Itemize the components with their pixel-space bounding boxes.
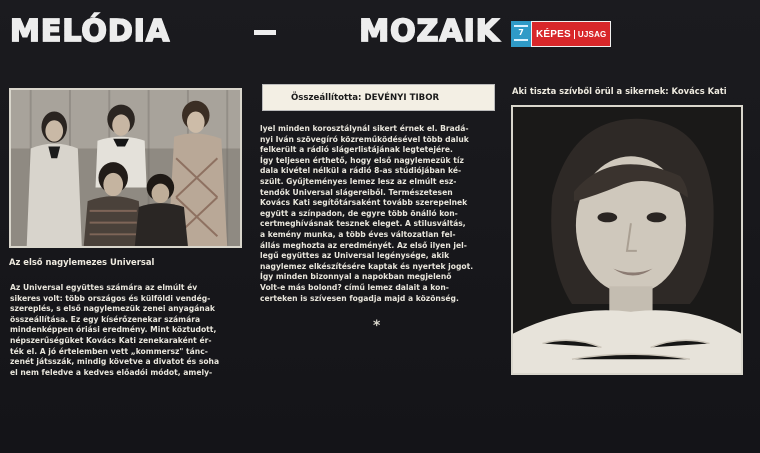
- masthead-dash: [254, 30, 276, 35]
- article-line: el nem feledve a kedves előadói módot, amely-: [10, 367, 213, 377]
- article-line: felkerült a rádió slágerlistájának legtetejére.: [260, 145, 453, 155]
- issue-rule-top: [514, 25, 528, 27]
- band-photo: [9, 88, 242, 248]
- article-line: dala kivétel nélkül a rádió 8-as stúdiójában ké-: [260, 166, 462, 176]
- article-column-left: [10, 283, 246, 378]
- issue-rule-bottom: [514, 39, 528, 41]
- magazine-logo: [531, 21, 611, 47]
- article-line: Így minden bizonnyal a napokban megjelenő: [260, 272, 452, 282]
- band-photo-illustration: [11, 90, 240, 246]
- article-line: lyel minden korosztálynál sikert érnek el. Bradá-: [260, 124, 469, 133]
- article-line: nagylemez elkészítésére kaptak és nyertek jogot.: [260, 261, 474, 271]
- article-line: Az Universal együttes számára az elmúlt év: [10, 283, 198, 292]
- article-line: mindenképpen óriási eredmény. Mint köztudott,: [10, 325, 217, 335]
- article-line: sikeres volt: több országos és külföldi vendég-: [10, 293, 211, 303]
- article-line: népszerűségüket Kovács Kati zenekaraként ér-: [10, 335, 212, 345]
- credit-box: Összeállította: DEVÉNYI TIBOR: [262, 84, 495, 111]
- kovacs-kati-photo: [511, 105, 743, 375]
- article-line: összeállítása. Ez egy kísérőzenekar számára: [10, 314, 201, 324]
- article-line: Volt-e más bolond? című lemez dalait a kon-: [260, 282, 449, 292]
- masthead-word-mozaik: MOZAIK: [359, 14, 500, 49]
- kati-photo-caption: Aki tiszta szívből örül a sikernek: Kovács Kati: [512, 86, 727, 96]
- article-line: legű együttes az Universal legénysége, akik: [260, 251, 450, 261]
- article-line: Kovács Kati segítőtársaként tovább szerepelnek: [260, 198, 468, 208]
- magazine-badge: [511, 21, 611, 47]
- magazine-logo-subtitle: UJSAG: [574, 30, 607, 39]
- article-line: tendők Universal slágereiből. Természetesen: [260, 187, 453, 197]
- article-line: Így teljesen érthető, hogy első nagylemezük tíz: [260, 155, 464, 165]
- issue-number: 7: [518, 28, 524, 37]
- article-line: ték el. A jó értelemben vett „kommersz" tánc-: [10, 346, 208, 356]
- article-line: szereplés, s első nagylemezük zenei anyagának: [10, 304, 215, 314]
- article-line: certeken is szívesen fogadja majd a közönség.: [260, 293, 459, 303]
- article-line: állás meghozta az eredményét. Az első ilyen jel-: [260, 240, 467, 250]
- article-line: nyi Iván szövegíró közreműködésével több daluk: [260, 134, 469, 144]
- masthead-word-melodia: MELÓDIA: [10, 14, 171, 49]
- article-line: zenét játsszák, mindig követve a divatot és soha: [10, 357, 220, 367]
- article-column-middle: [260, 124, 496, 304]
- magazine-logo-title: KÉPES: [536, 28, 571, 40]
- kati-photo-illustration: [513, 107, 741, 373]
- article-line: együtt a színpadon, de egyre több önálló kon-: [260, 208, 458, 218]
- article-line: a kemény munka, a több éves változatlan fel-: [260, 229, 456, 239]
- masthead: [10, 16, 500, 48]
- article-line: szült. Gyűjteményes lemez lesz az elmúlt esz-: [260, 176, 457, 186]
- band-photo-caption: Az első nagylemezes Universal: [9, 257, 155, 267]
- article-line: certmeghívásnak tesznek eleget. A stilusváltás,: [260, 219, 466, 229]
- issue-box: [511, 21, 531, 47]
- article-end-mark: *: [373, 318, 381, 334]
